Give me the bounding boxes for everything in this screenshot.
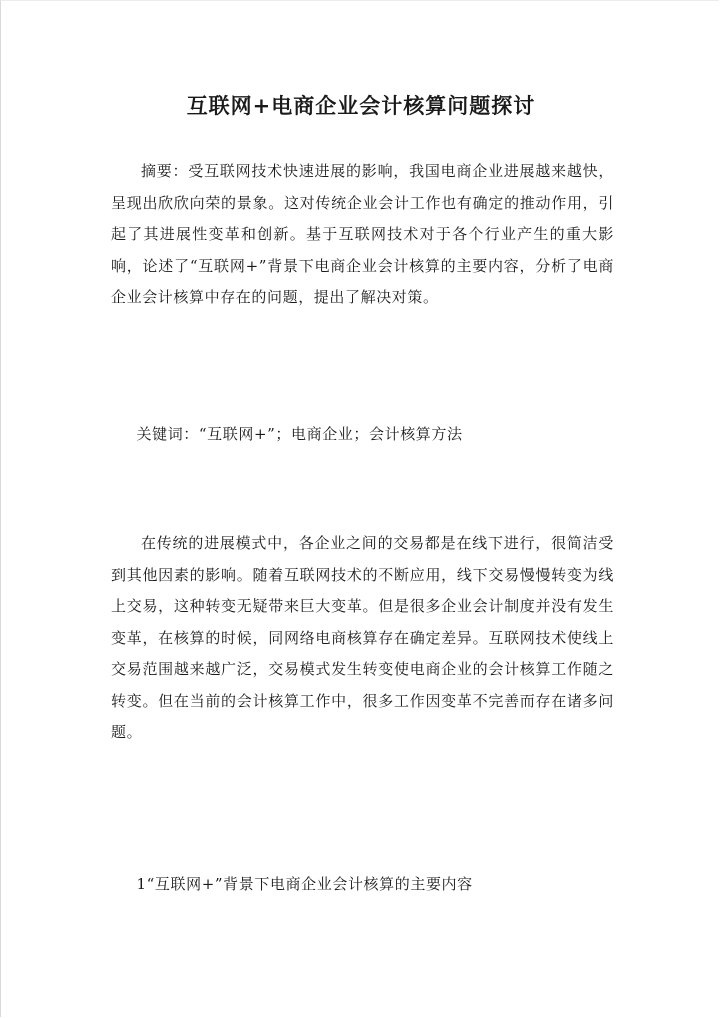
keywords-line: 关键词：“互联网+”；电商企业；会计核算方法 xyxy=(136,425,463,443)
abstract-paragraph: 摘要：受互联网技术快速进展的影响，我国电商企业进展越来越快，呈现出欣欣向荣的景象。这对传统企业会计工作也有确定的推动作用，引起了其进展性变革和创新。基于互联网技术对于各个行业产生的重大影响，论述了“互联网+”背景下电商企业会计核算的主要内容，分析了电商企业会计核算中存在的问题，提出了解决对策。 xyxy=(111,162,614,306)
intro-paragraph: 在传统的进展模式中，各企业之间的交易都是在线下进行，很简洁受到其他因素的影响。随着互联网技术的不断应用，线下交易慢慢转变为线上交易，这种转变无疑带来巨大变革。但是很多企业会计制度并没有发生变革，在核算的时候，同网络电商核算存在确定差异。互联网技术使线上交易范围越来越广泛，交易模式发生转变使电商企业的会计核算工作随之转变。但在当前的会计核算工作中，很多工作因变革不完善而存在诸多问题。 xyxy=(111,534,614,741)
section-heading: 1“互联网+”背景下电商企业会计核算的主要内容 xyxy=(136,875,473,893)
document-title: 互联网+电商企业会计核算问题探讨 xyxy=(186,93,536,118)
